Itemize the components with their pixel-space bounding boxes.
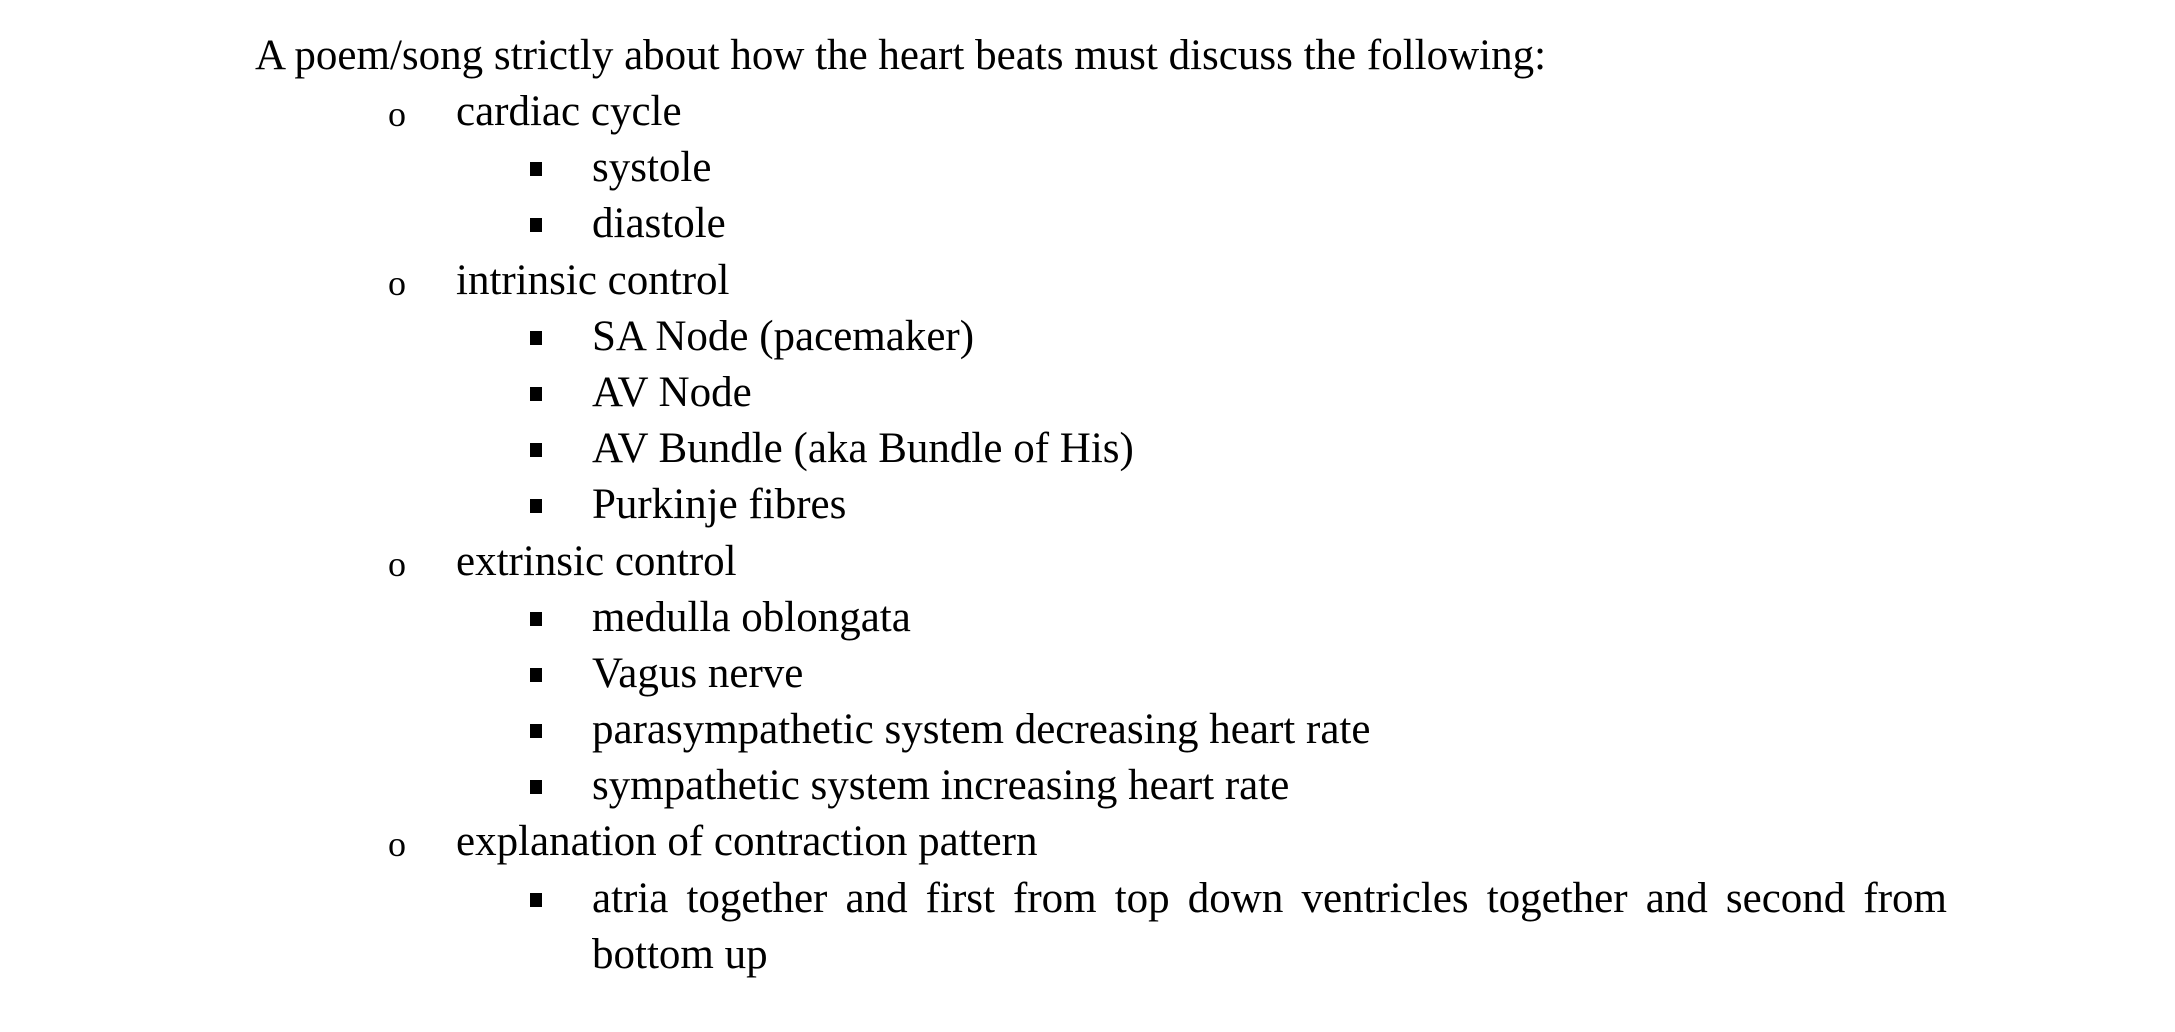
square-bullet-icon [530, 499, 542, 513]
subpoint-item [0, 140, 1947, 196]
subpoint-text: sympathetic system increasing heart rate [592, 762, 1290, 810]
subpoint-text: Purkinje fibres [592, 481, 847, 529]
subpoint-item [0, 421, 1947, 477]
subpoint-text: Vagus nerve [592, 649, 804, 697]
subpoint-row [0, 421, 1947, 477]
subpoint-item [0, 365, 1947, 421]
subpoint-row [0, 309, 1947, 365]
intro-text: A poem/song strictly about how the heart beats must discuss the following: [255, 32, 1547, 79]
circle-bullet-icon: o [388, 824, 406, 865]
topic-row [0, 814, 1947, 870]
topic-row [0, 84, 1947, 140]
subpoint-list [0, 140, 1947, 252]
subpoint-text: atria together and first from top down ventricles together and second from bottom up [592, 874, 1947, 978]
square-bullet-icon [530, 780, 542, 794]
topic-title: extrinsic control [456, 537, 737, 585]
topic-list [0, 84, 1947, 983]
subpoint-item [0, 590, 1947, 646]
subpoint-list [0, 590, 1947, 815]
circle-bullet-icon: o [388, 262, 406, 303]
square-bullet-icon [530, 724, 542, 738]
square-bullet-icon [530, 162, 542, 176]
subpoint-item [0, 702, 1947, 758]
subpoint-row [0, 758, 1947, 814]
subpoint-item [0, 758, 1947, 814]
topic-row [0, 534, 1947, 590]
subpoint-row [0, 196, 1947, 252]
topic-title: explanation of contraction pattern [456, 818, 1038, 866]
square-bullet-icon [530, 668, 542, 682]
subpoint-row [0, 365, 1947, 421]
square-bullet-icon [530, 443, 542, 457]
square-bullet-icon [530, 331, 542, 345]
subpoint-text: AV Node [592, 368, 752, 416]
subpoint-row [0, 477, 1947, 533]
subpoint-list [0, 309, 1947, 534]
topic-item-intrinsic-control [0, 253, 1947, 534]
topic-row [0, 253, 1947, 309]
subpoint-item [0, 309, 1947, 365]
topic-title: cardiac cycle [456, 88, 682, 135]
square-bullet-icon [530, 218, 542, 232]
subpoint-item [0, 196, 1947, 252]
topic-item-cardiac-cycle [0, 84, 1947, 253]
subpoint-text: SA Node (pacemaker) [592, 312, 975, 360]
subpoint-text: AV Bundle (aka Bundle of His) [592, 425, 1134, 473]
subpoint-row [0, 646, 1947, 702]
topic-title: intrinsic control [456, 256, 730, 304]
subpoint-item [0, 871, 1947, 983]
subpoint-text: systole [592, 144, 712, 192]
subpoint-item [0, 477, 1947, 533]
circle-bullet-icon: o [388, 94, 406, 134]
square-bullet-icon [530, 893, 542, 907]
topic-item-extrinsic-control [0, 534, 1947, 815]
subpoint-text: medulla oblongata [592, 593, 911, 641]
subpoint-list [0, 871, 1947, 983]
topic-item-contraction-pattern [0, 814, 1947, 983]
subpoint-row [0, 590, 1947, 646]
subpoint-item [0, 646, 1947, 702]
subpoint-row [0, 140, 1947, 196]
square-bullet-icon [530, 612, 542, 626]
circle-bullet-icon: o [388, 543, 406, 584]
subpoint-row [0, 702, 1947, 758]
subpoint-text: diastole [592, 200, 726, 248]
subpoint-text: parasympathetic system decreasing heart rate [592, 706, 1371, 754]
square-bullet-icon [530, 387, 542, 401]
